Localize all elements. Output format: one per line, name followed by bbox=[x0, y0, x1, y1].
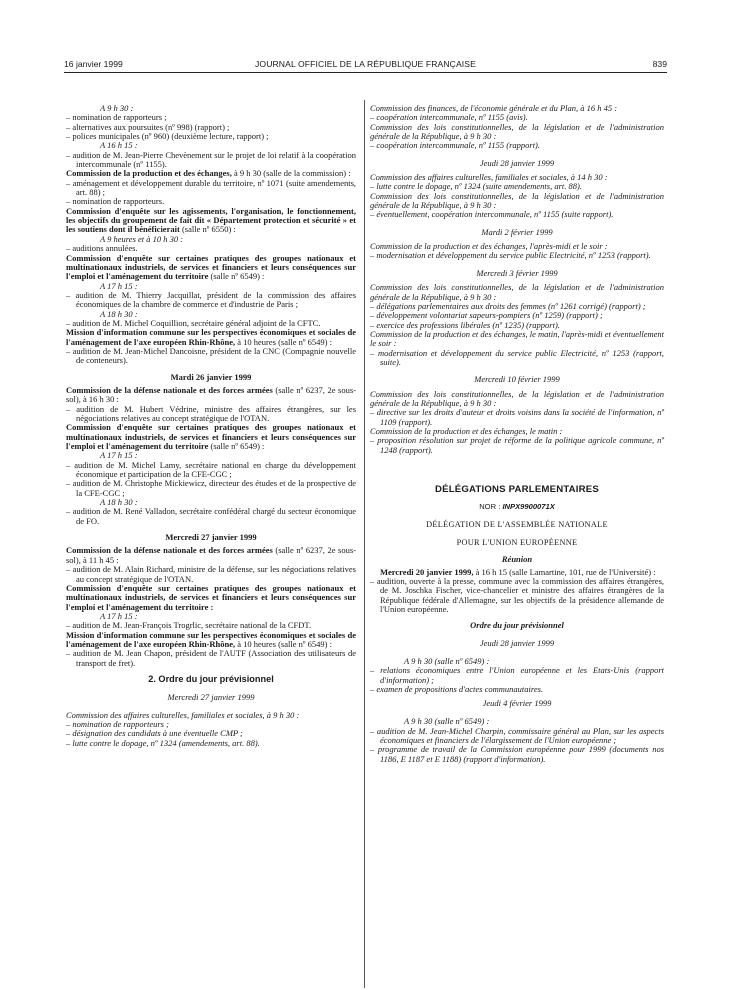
subheading: Réunion bbox=[501, 554, 533, 565]
agenda-item: – modernisation et développement du service public Electricité, nº 1253 (rapport). bbox=[370, 251, 664, 260]
commission-entry: Commission des lois constitutionnelles, de la législation et de l'administration générale de la République, à 9 h 30 : bbox=[370, 282, 664, 302]
date-heading: Mardi 26 janvier 1999 bbox=[170, 371, 252, 382]
nor-code: INPX9900071X bbox=[502, 502, 555, 512]
time-line: A 17 h 15 : bbox=[100, 280, 138, 291]
date-heading: Mercredi 27 janvier 1999 bbox=[167, 691, 255, 702]
commission-name: Commission d'enquête sur certaines pratiques des groupes nationaux et multinationaux industriels, de services et financiers et leurs conséquences sur l'emploi et l'aménagement du territoire : bbox=[66, 582, 356, 612]
commission-entry: Commission des affaires culturelles, familiales et sociales, à 14 h 30 : bbox=[370, 172, 608, 183]
page-number: 839 bbox=[652, 59, 667, 69]
agenda-item: – coopération intercommunale, nº 1155 (rapport). bbox=[370, 141, 664, 150]
commission-entry bbox=[66, 546, 356, 565]
agenda-item: – modernisation et développement du service public Electricité, nº 1253 (rapport, suite). bbox=[370, 349, 664, 368]
commission-entry bbox=[66, 631, 356, 650]
commission-name: Commission de la défense nationale et des forces armées bbox=[66, 545, 273, 556]
agenda-item: – examen de propositions d'actes communautaires. bbox=[370, 685, 664, 694]
commission-details: à 10 heures (salle nº 6549) : bbox=[237, 638, 332, 649]
date-heading: Jeudi 28 janvier 1999 bbox=[479, 638, 555, 649]
agenda-item: – exercice des professions libérales (nº 1235) (rapport). bbox=[370, 321, 664, 330]
commission-details: (salle nº 6549) : bbox=[210, 271, 265, 282]
commission-entry bbox=[66, 386, 356, 405]
commission-entry bbox=[66, 423, 356, 451]
agenda-item: – audition de M. Jean-Pierre Chevènement sur le projet de loi relatif à la coopération intercommunale (nº 1155). bbox=[66, 151, 356, 170]
commission-entry: Commission de la production et des échanges, le matin, l'après-midi et éventuellement le soir : bbox=[370, 328, 664, 349]
nor-reference bbox=[370, 502, 664, 511]
left-column bbox=[66, 104, 356, 748]
agenda-item: – alternatives aux poursuites (nº 998) (rapport) ; bbox=[66, 123, 356, 132]
commission-entry: Commission des affaires culturelles, familiales et sociales, à 9 h 30 : bbox=[66, 709, 300, 720]
time-line: A 17 h 15 : bbox=[100, 450, 138, 461]
agenda-item: – audition de M. Hubert Védrine, ministre des affaires étrangères, sur les négociations relatives au concept stratégique de l'OTAN. bbox=[66, 405, 356, 424]
commission-details: à 10 heures (salle nº 6549) : bbox=[237, 336, 332, 347]
commission-entry: Commission des lois constitutionnelles, de la législation et de l'administration générale de la République, à 9 h 30 : bbox=[370, 121, 664, 142]
commission-entry bbox=[66, 207, 356, 235]
section-title: DÉLÉGATIONS PARLEMENTAIRES bbox=[434, 484, 600, 495]
agenda-item: – audition de M. Michel Coquillion, secrétaire général adjoint de la CFTC. bbox=[66, 319, 356, 328]
agenda-item: – proposition résolution sur projet de réforme de la politique agricole commune, nº 1248 (rapport). bbox=[370, 436, 664, 455]
agenda-item: – audition de M. Jean-Michel Charpin, commissaire général au Plan, sur les aspects économiques et financiers de l'élargissement de l'Union européenne ; bbox=[370, 727, 664, 746]
commission-name: Commission d'enquête sur certaines pratiques des groupes nationaux et multinationaux industriels, de services et financiers et leurs conséquences sur l'emploi et l'aménagement du territoire bbox=[66, 252, 356, 282]
agenda-item: – délégations parlementaires aux droits des femmes (nº 1261 corrigé) (rapport) ; bbox=[370, 302, 664, 311]
agenda-item: – audition de M. Jean Chapon, président de l'AUTF (Association des utilisateurs de transport de fret). bbox=[66, 649, 356, 668]
agenda-item: – aménagement et développement durable du territoire, nº 1071 (suite amendements, art. 88) ; bbox=[66, 179, 356, 198]
commission-details: (salle nº 6550) : bbox=[181, 224, 236, 235]
agenda-item: – audition de M. René Valladon, secrétaire confédéral chargé du secteur économique de FO. bbox=[66, 507, 356, 526]
meeting-date: Mercredi 20 janvier 1999, bbox=[380, 566, 474, 577]
time-line: A 17 h 15 : bbox=[100, 610, 138, 621]
commission-details: (salle nº 6237, 2e sous-sol), à 16 h 30 : bbox=[66, 384, 356, 405]
agenda-item: – lutte contre le dopage, nº 1324 (amendements, art. 88). bbox=[66, 739, 356, 748]
agenda-item: – éventuellement, coopération intercommunale, nº 1155 (suite rapport). bbox=[370, 210, 664, 219]
agenda-item: – polices municipales (nº 960) (deuxième lecture, rapport) ; bbox=[66, 132, 356, 141]
time-line: A 18 h 30 : bbox=[100, 308, 138, 319]
meeting-details: à 16 h 15 (salle Lamartine, 101, rue de l'Université) : bbox=[475, 566, 656, 577]
commission-entry: Commission de la production et des échanges, le matin : bbox=[370, 425, 563, 436]
time-line: A 9 heures et à 10 h 30 : bbox=[100, 233, 184, 244]
agenda-item: – audition de M. Christophe Mickiewicz, directeur des études et de la prospective de la CFE-CGC ; bbox=[66, 479, 356, 498]
nor-label: NOR : bbox=[479, 502, 501, 512]
time-line: A 18 h 30 : bbox=[100, 497, 138, 508]
time-line: A 9 h 30 : bbox=[100, 103, 134, 113]
commission-name: Commission d'enquête sur les agissements, l'organisation, le fonctionnement, les objectifs du groupement de fait dit « Département protection et sécurité » et les soutiens dont il bénéficierait bbox=[66, 205, 356, 235]
agenda-item: – désignation des candidats à une éventuelle CMP ; bbox=[66, 729, 356, 738]
commission-entry: Commission des finances, de l'économie générale et du Plan, à 16 h 45 : bbox=[370, 103, 618, 113]
agenda-item: – coopération intercommunale, nº 1155 (avis). bbox=[370, 113, 664, 122]
commission-entry bbox=[66, 328, 356, 347]
subheading: Ordre du jour prévisionnel bbox=[470, 620, 564, 631]
commission-name: Commission d'enquête sur certaines pratiques des groupes nationaux et multinationaux industriels, de services et financiers et leurs conséquences sur l'emploi et l'aménagement du territoire bbox=[66, 422, 356, 452]
page-header bbox=[64, 59, 667, 71]
agenda-item: – nomination de rapporteurs. bbox=[66, 197, 356, 206]
commission-entry: Commission des lois constitutionnelles, de la législation et de l'administration générale de la République, à 9 h 30 : bbox=[370, 190, 664, 211]
commission-entry: Commission des lois constitutionnelles, de la législation et de l'administration générale de la République, à 9 h 30 : bbox=[370, 388, 664, 408]
agenda-item: – directive sur les droits d'auteur et droits voisins dans la société de l'information, nº 1109 (rapport). bbox=[370, 408, 664, 427]
agenda-item: – relations économiques entre l'Union européenne et les Etats-Unis (rapport d'information) ; bbox=[370, 666, 664, 685]
agenda-item: – audition de M. Jean-Michel Dancoisne, président de la CNC (Compagnie nouvelle de conteneurs). bbox=[66, 347, 356, 366]
agenda-item: – audition de M. Alain Richard, ministre de la défense, sur les négociations relatives au concept stratégique de l'OTAN. bbox=[66, 565, 356, 584]
agenda-item: – lutte contre le dopage, nº 1324 (suite amendements, art. 88). bbox=[370, 182, 664, 191]
agenda-item: – programme de travail de la Commission européenne pour 1999 (documents nos 1186, E 1187 et E 1188) (rapport d'information). bbox=[370, 745, 664, 764]
commission-entry: Commission de la production et des échanges, l'après-midi et le soir : bbox=[370, 241, 608, 252]
date-heading: Jeudi 4 février 1999 bbox=[482, 698, 552, 709]
agenda-item: – audition de M. Michel Lamy, secrétaire national en charge du développement économique et participation de la CFE-CGC ; bbox=[66, 461, 356, 480]
commission-details: à 9 h 30 (salle de la commission) : bbox=[233, 168, 351, 179]
agenda-item: – auditions annulées. bbox=[66, 244, 356, 253]
delegation-title-line2: POUR L'UNION EUROPÉENNE bbox=[456, 537, 578, 547]
date-heading: Mardi 2 février 1999 bbox=[481, 226, 553, 237]
date-heading: Jeudi 28 janvier 1999 bbox=[479, 157, 555, 168]
agenda-item: – nomination de rapporteurs ; bbox=[66, 113, 356, 122]
commission-name: Commission de la défense nationale et des forces armées bbox=[66, 384, 273, 395]
date-heading: Mercredi 10 février 1999 bbox=[474, 374, 560, 385]
journal-title: JOURNAL OFFICIEL DE LA RÉPUBLIQUE FRANÇAISE bbox=[255, 59, 476, 69]
date-heading: Mercredi 3 février 1999 bbox=[476, 267, 558, 278]
commission-details: (salle nº 6549) : bbox=[210, 441, 265, 452]
agenda-item: – audition de M. Thierry Jacquillat, président de la commission des affaires économiques de la chambre de commerce et d'industrie de Paris ; bbox=[66, 291, 356, 310]
time-line: A 9 h 30 (salle nº 6549) : bbox=[404, 656, 490, 667]
agenda-item: – audition, ouverte à la presse, commune avec la commission des affaires étrangères, de M. Joschka Fischer, vice-chancelier et ministre des affaires étrangères de la République fédérale d'Allemagne, sur les objectifs de la présidence allemande de l'Union européenne. bbox=[370, 577, 664, 614]
column-divider bbox=[364, 100, 365, 988]
header-rule bbox=[64, 72, 667, 73]
commission-name: Mission d'information commune sur les perspectives économiques et sociales de l'aménagement de l'axe européen Rhin-Rhône, bbox=[66, 327, 356, 347]
date-heading: Mercredi 27 janvier 1999 bbox=[165, 532, 257, 543]
right-column bbox=[370, 104, 664, 764]
agenda-item: – audition de M. Jean-François Trogrlic, secrétaire national de la CFDT. bbox=[66, 621, 356, 630]
commission-name: Mission d'information commune sur les perspectives économiques et sociales de l'aménagement de l'axe européen Rhin-Rhône, bbox=[66, 629, 356, 649]
header-date: 16 janvier 1999 bbox=[64, 59, 123, 69]
agenda-item: – nomination de rapporteurs ; bbox=[66, 720, 356, 729]
agenda-item: – développement volontariat sapeurs-pompiers (nº 1259) (rapport) ; bbox=[370, 311, 664, 320]
commission-details: (salle nº 6237, 2e sous-sol), à 11 h 45 : bbox=[66, 545, 356, 565]
delegation-title-line1: DÉLÉGATION DE L'ASSEMBLÉE NATIONALE bbox=[426, 519, 608, 529]
commission-name: Commission de la production et des échanges, bbox=[66, 168, 232, 179]
time-line: A 16 h 15 : bbox=[100, 140, 138, 151]
section-heading: 2. Ordre du jour prévisionnel bbox=[148, 673, 274, 684]
commission-entry bbox=[66, 254, 356, 282]
time-line: A 9 h 30 (salle nº 6549) : bbox=[404, 716, 490, 727]
